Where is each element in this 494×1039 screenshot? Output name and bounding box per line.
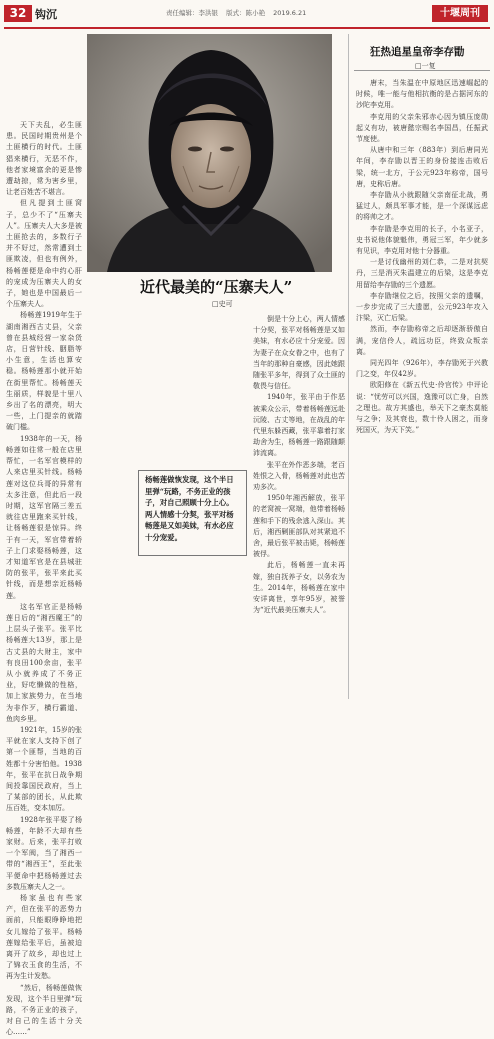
pull-quote-box: 杨畅莲做恢发现，这个半日里弹“玩路，不务正业的孩子，对自己照顾十分上心。两人情感十分契，张平对杨畅莲是又如美妹，有水必应十分宠爱。 [138, 470, 247, 556]
paragraph: 然而，李存勖称帝之后却逐渐骄傲自满，宠信伶人，疏远功臣，终致众叛亲离。 [356, 325, 488, 356]
paragraph: 杨家虽也有些家产，但在张平的恶势力面前，只能眼睁睁地把女儿嫁给了张平。杨畅莲嫁给张平后，虽被迫离开了故乡，却也过上了锦衣玉食的生活，不再为生计发愁。 [6, 894, 82, 981]
paragraph: 1938年的一天，杨畅莲如往常一般在店里帮忙，一名军官模样的人来店里买针线。杨畅莲对这位兵哥的异常有太多注意，但此后一段时期，这军官隔三差五就往店里跑来买针线，让杨畅莲很是惊异。终于有一天，军官带着轿子上门求娶杨畅莲，这才知道军官是在县城驻防的张平，张平来此买针线，而是想亲近杨畅莲。 [6, 434, 82, 600]
issue-date: 2019.6.21 [273, 9, 307, 17]
main-article-byline: □史可 [212, 300, 233, 308]
paragraph: 李存勖继位之后，按照父亲的遗嘱，一步步完成了三大遗愿，公元923年攻入汴梁，灭亡后梁。 [356, 291, 488, 323]
column-divider [348, 34, 349, 699]
paragraph: 张平在外作恶多端，老百姓恨之入骨，杨畅莲对此也苦劝多次。 [253, 460, 345, 492]
side-article-rule [354, 70, 490, 71]
paragraph: 一是讨伐幽州的刘仁恭，二是对抗契丹，三是消灭朱温建立的后梁，这是李克用留给李存勖的三个遗愿。 [356, 258, 488, 289]
page-header [0, 0, 494, 28]
header-rule [4, 27, 490, 29]
main-article-title: 近代最美的“压寨夫人” [140, 278, 293, 296]
main-article-col1 [6, 120, 82, 1037]
paragraph: 李克用的父亲朱邪赤心因为镇压庞勋起义有功，被唐懿宗赐名李国昌，任振武节度使。 [356, 112, 488, 144]
paragraph: 1950年湘西解放，张平的老窝被一窝端，他带着杨畅莲和手下的残余逃入深山。其后，湘西剿匪部队对其紧追不舍，最后张平被击毙，杨畅莲被俘。 [253, 494, 345, 559]
editor-credit: 责任编辑：李洪银 [166, 9, 218, 17]
page-number: 32 [4, 5, 32, 22]
paragraph: 李存勖是李克用的长子，小名亚子，史书说他体貌魁伟，勇冠三军，年少就多有见识，李克用对他十分器重。 [356, 224, 488, 256]
paragraph: “然后，杨畅莲做恢发现，这个半日里弹“玩路，不务正业的孩子，对自己的生活十分关心……” [6, 983, 82, 1037]
header-meta [160, 8, 306, 17]
main-article-col2 [253, 314, 345, 698]
paragraph: 李存勖从小就跟随父亲南征北战，勇猛过人，颇具军事才能，是一个深谋远虑的将帅之才。 [356, 191, 488, 222]
designer-credit: 版式：陈小艳 [226, 9, 266, 17]
paragraph: 1928年张平娶了杨畅莲，年龄不大却有些家财。后来，张平打败一个军阀，当了湘西一带的“湘西王”，至此张平便命中把杨畅莲过去多数压寨夫人之一。 [6, 815, 82, 891]
paper-name-badge: 十堰周刊 [432, 5, 488, 22]
paragraph: 杨畅莲1919年生于湖南湘西古丈县，父亲曾在县城经营一家杂货店，日营针线、胭脂等小生意，生活也算安稳。杨畅莲那小就开始在街里帮忙。杨畅莲天生丽质，样貌是十里八乡出了名的漂亮，明大一些，上门提亲的就踏破门槛。 [6, 311, 82, 432]
paragraph: 从唐中和三年（883年）到后唐同光年间，李存勖以晋王的身份接连击败后梁，统一北方，于公元923年称帝，国号唐，史称后唐。 [356, 146, 488, 188]
portrait-photo [87, 34, 332, 272]
paragraph: 1921年，15岁的张平就在家人支持下创了第一个匪帮，当地的百姓都十分害怕他。1938年，张平在抗日战争期间投靠国民政府，当上了某部的团长，从此欺压百姓，变本加厉。 [6, 725, 82, 813]
paragraph: 欧阳修在《新五代史·伶官传》中评论说：“忧劳可以兴国，逸豫可以亡身，自然之理也。故方其盛也，举天下之豪杰莫能与之争；及其衰也，数十伶人困之，而身死国灭，为天下笑。” [356, 381, 488, 435]
paragraph: 天下夫乱，必生匪患。民国时期贵州是个土匪横行的时代。土匪猖来横行，无恶不作，他者家境富余的更是惨遭劫掠，常为害乡里，让老百姓苦不堪言。 [6, 121, 82, 197]
paragraph: 唐末，当朱温在中原地区迅速崛起的时候，唯一能与他相抗衡的是占据河东的沙陀李克用。 [356, 79, 488, 110]
paragraph: 但凡提到土匪窝子，总少不了“压寨夫人”。压寨夫人大多是被土匪抢去的，多数行子并不好过，然常遭到土匪欺凌，但也有例外，杨畅莲便是命中约心肝的宠成为压寨夫人的女子，她也是中国最后一个压寨夫人。 [6, 199, 82, 309]
paragraph: 1940年，张平由于作恶被乘众公示，带着杨畅莲远赴沅陵、古丈等地，在战乱的年代里东躲西藏，张平靠着打家劫舍为生，杨畅莲一路跟随颠沛流离。 [253, 393, 345, 458]
side-article-body [356, 78, 488, 698]
side-article-title: 狂热追星皇帝李存勖 [370, 46, 465, 58]
side-article-byline: □一复 [415, 62, 436, 70]
paragraph: 此后，杨畅莲一直未再嫁，独自抚养子女，以务农为生。2014年，杨畅莲在家中安详离世，享年95岁，被誉为“近代最美压寨夫人”。 [253, 561, 345, 615]
section-name: 钩沉 [35, 8, 57, 21]
paragraph: 同光四年（926年），李存勖死于兴教门之变，年仅42岁。 [356, 359, 488, 379]
paragraph: 倒是十分上心，两人情感十分契，张平对杨畅莲是又如美妹，有水必应十分宠爱。因为妻子在众女眷之中，也有了当年的那种自豪感，因此她跟随张平多年，得到了众土匪的敬畏与信任。 [253, 315, 345, 391]
paragraph: 这名军官正是杨畅莲日后的“湘西魔王”的上层头子张平。张平比杨畅莲大13岁，那上是古丈县的大财主，家中有良田100余亩，张平从小就养成了不务正业，好吃懒做的性格，加上家族势力，在当地为非作歹，横行霸道、鱼肉乡里。 [6, 602, 82, 723]
